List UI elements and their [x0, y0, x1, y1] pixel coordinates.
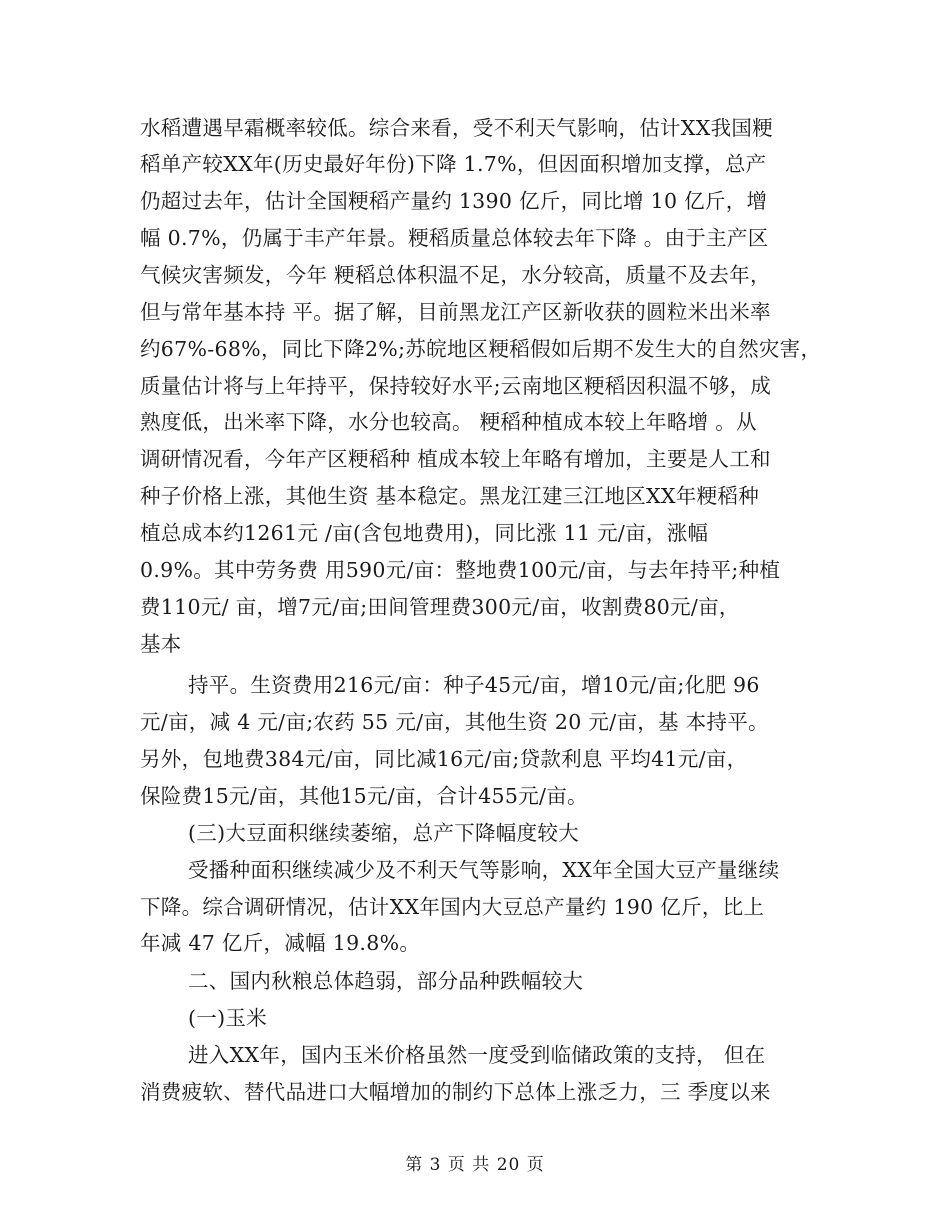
body-line: 另外，包地费384元/亩，同比减16元/亩;贷款利息 平均41元/亩， — [140, 747, 748, 771]
body-line: 调研情况看，今年产区粳稻种 植成本较上年略有增加，主要是人工和 — [140, 447, 771, 471]
body-line: 气候灾害频发，今年 粳稻总体积温不足，水分较高，质量不及去年， — [140, 263, 771, 287]
body-line: 元/亩，减 4 元/亩;农药 55 元/亩，其他生资 20 元/亩，基 本持平。 — [140, 710, 769, 734]
body-line: 幅 0.7%，仍属于丰产年景。粳稻质量总体较去年下降 。由于主产区 — [140, 226, 769, 250]
body-line: 约67%-68%，同比下降2%;苏皖地区粳稻假如后期不发生大的自然灾害， — [140, 337, 822, 361]
body-line: 年减 47 亿斤，减幅 19.8%。 — [140, 931, 421, 955]
paragraph-first-line: 受播种面积继续减少及不利天气等影响，XX年全国大豆产量继续 — [188, 858, 780, 882]
body-line: 植总成本约1261元 /亩(含包地费用)，同比涨 11 元/亩，涨幅 — [140, 521, 709, 545]
body-line: 消费疲软、替代品进口大幅增加的制约下总体上涨乏力，三 季度以来 — [140, 1080, 771, 1104]
body-line: 但与常年基本持 平。据了解，目前黑龙江产区新收获的圆粒米出米率 — [140, 300, 771, 324]
section-heading-soybean: (三)大豆面积继续萎缩，总产下降幅度较大 — [188, 821, 579, 845]
body-line: 质量估计将与上年持平，保持较好水平;云南地区粳稻因积温不够，成 — [140, 374, 772, 398]
body-line: 种子价格上涨，其他生资 基本稳定。黑龙江建三江地区XX年粳稻种 — [140, 484, 760, 508]
page-number-footer: 第 3 页 共 20 页 — [405, 1155, 545, 1175]
body-line: 稻单产较XX年(历史最好年份)下降 1.7%，但因面积增加支撑，总产 — [140, 152, 767, 176]
section-heading-autumn-grain: 二、国内秋粮总体趋弱，部分品种跌幅较大 — [188, 969, 584, 993]
body-line: 仍超过去年，估计全国粳稻产量约 1390 亿斤，同比增 10 亿斤，增 — [140, 189, 768, 213]
body-line: 下降。综合调研情况，估计XX年国内大豆总产量约 190 亿斤，比上 — [140, 895, 765, 919]
body-line: 水稻遭遇早霜概率较低。综合来看，受不利天气影响，估计XX我国粳 — [140, 116, 773, 140]
body-line: 熟度低，出米率下降，水分也较高。 粳稻种植成本较上年略增 。从 — [140, 410, 757, 434]
body-line: 基本 — [140, 632, 182, 656]
paragraph-first-line: 持平。生资费用216元/亩：种子45元/亩，增10元/亩;化肥 96 — [188, 673, 760, 697]
subsection-heading-corn: (一)玉米 — [188, 1006, 267, 1030]
body-line: 0.9%。其中劳务费 用590元/亩：整地费100元/亩，与去年持平;种植 — [140, 558, 781, 582]
paragraph-first-line: 进入XX年，国内玉米价格虽然一度受到临储政策的支持， 但在 — [188, 1043, 766, 1067]
body-line: 保险费15元/亩，其他15元/亩，合计455元/亩。 — [140, 784, 588, 808]
body-line: 费110元/ 亩，增7元/亩;田间管理费300元/亩，收割费80元/亩， — [140, 595, 740, 619]
